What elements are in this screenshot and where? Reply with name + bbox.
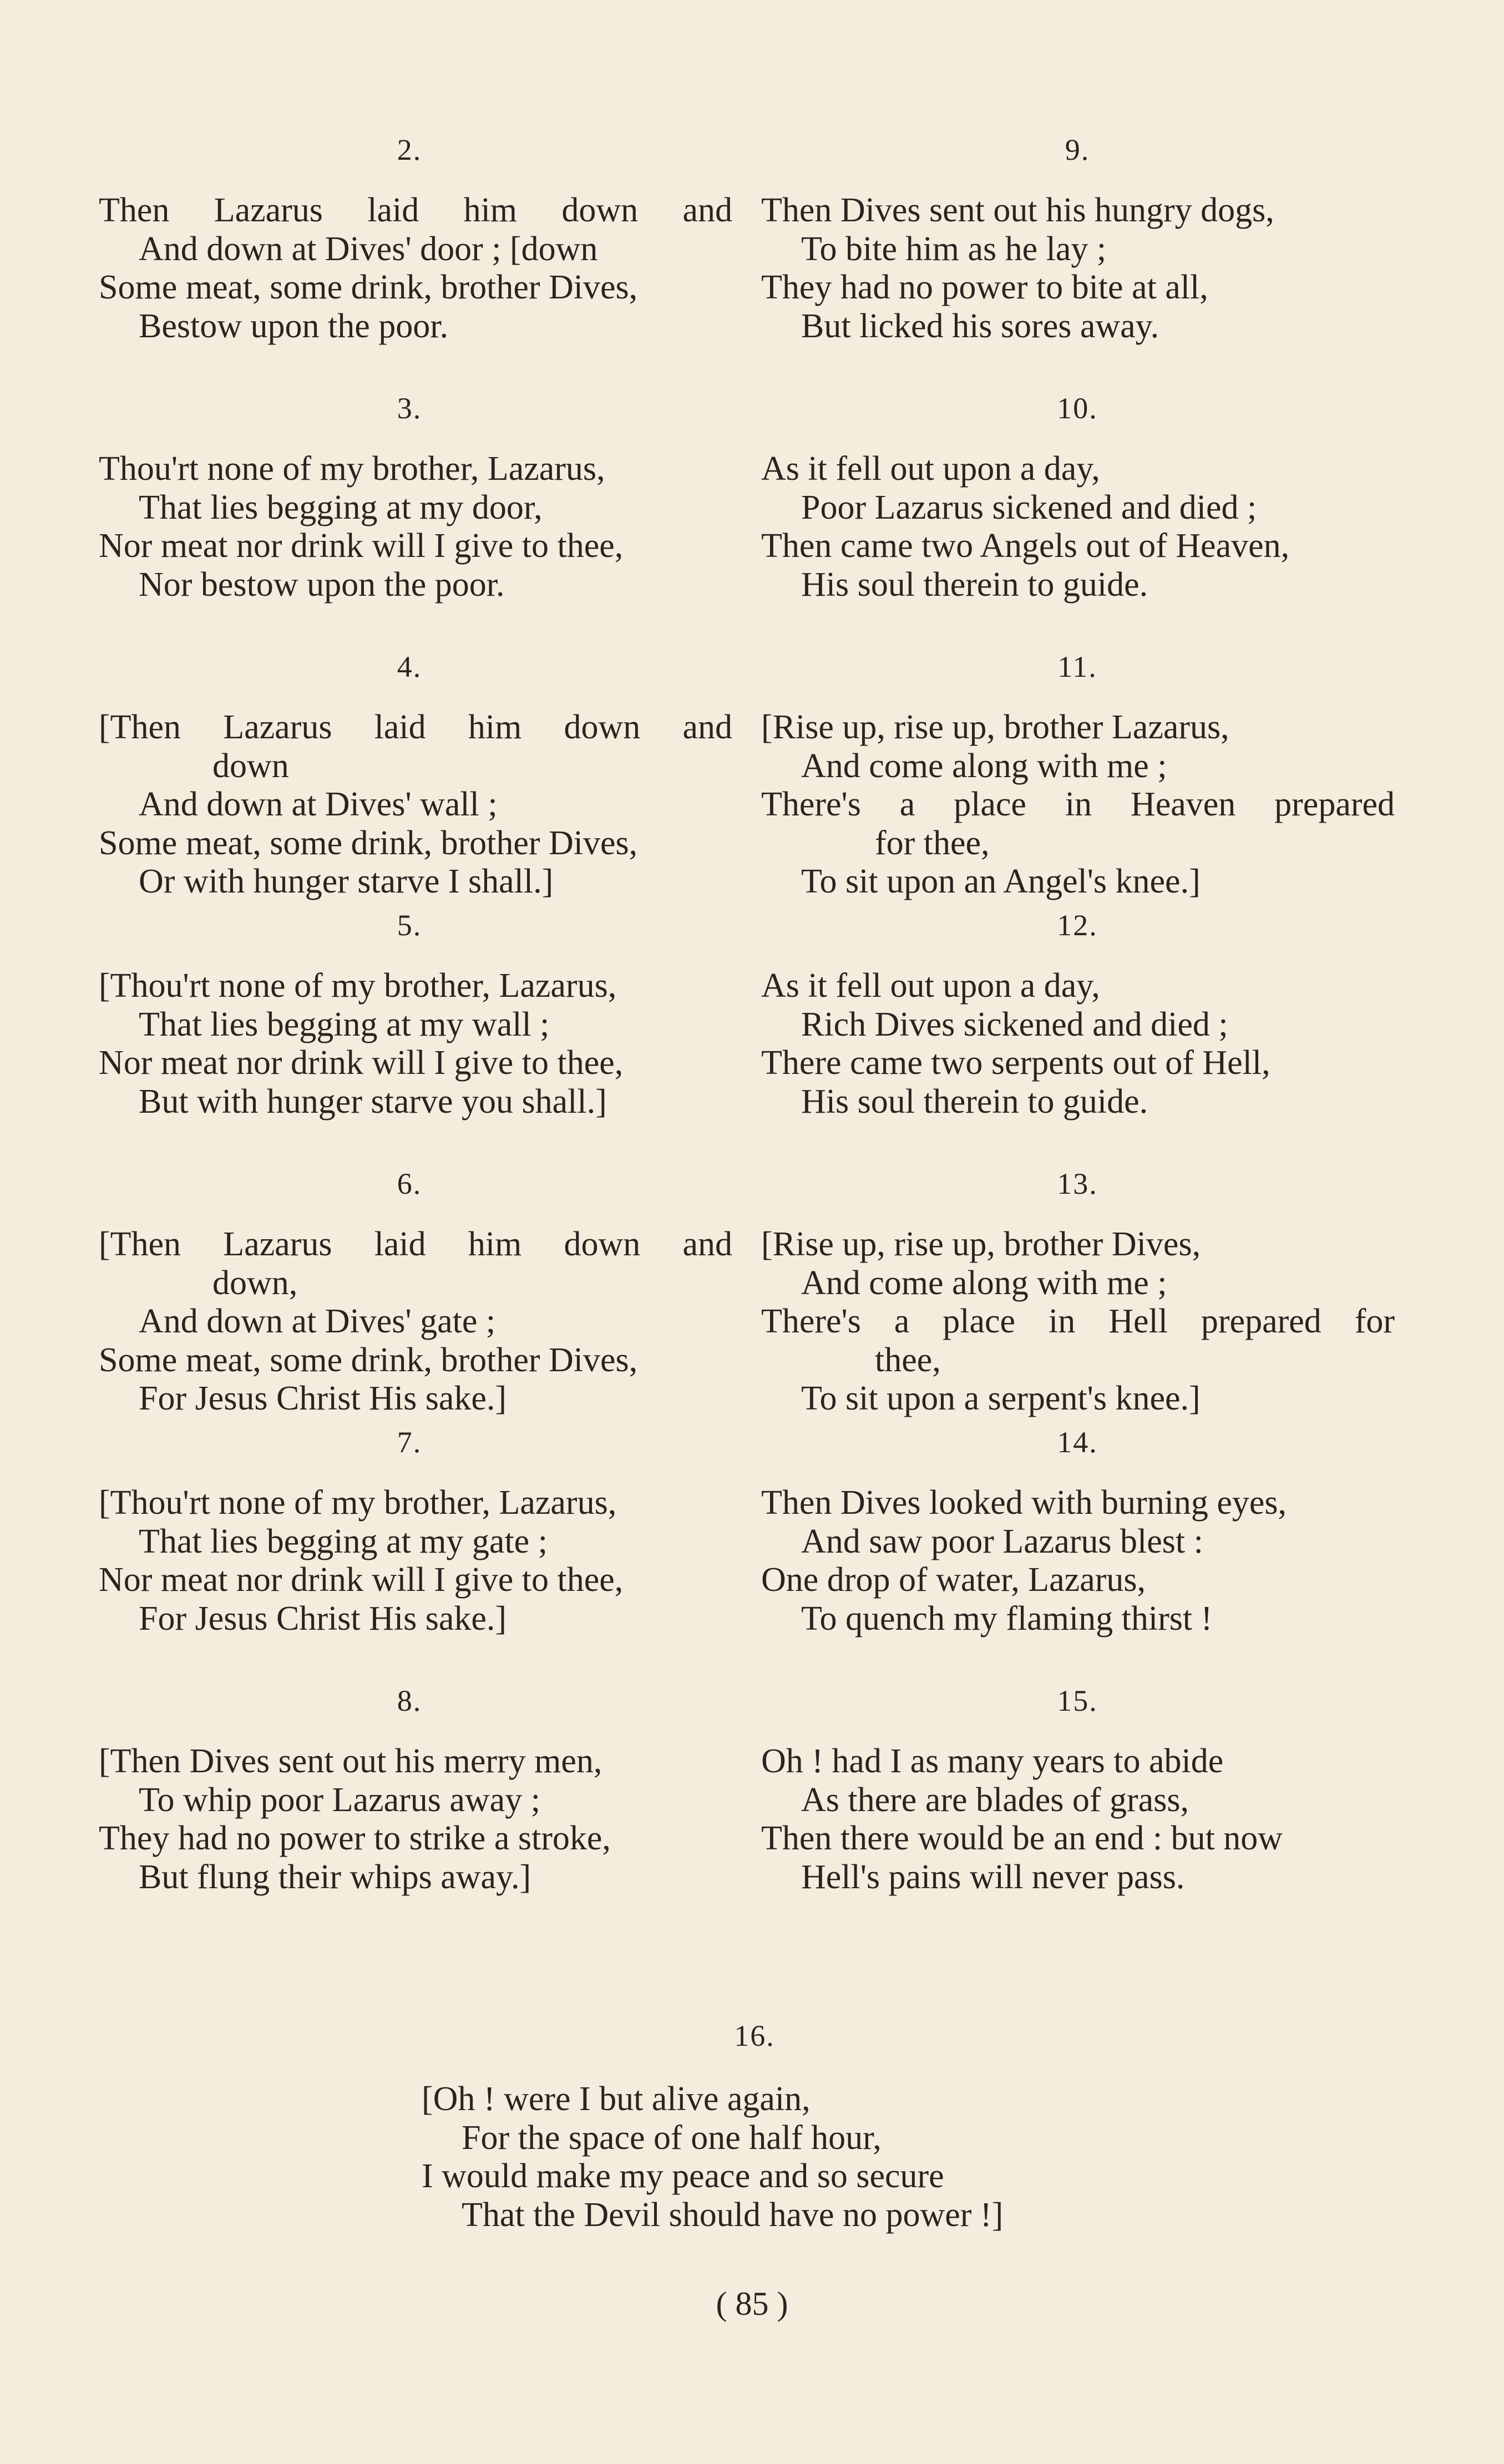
verse-number: 3. xyxy=(397,392,422,425)
verse-line: Oh ! had I as many years to abide xyxy=(761,1742,1224,1780)
verse-2 xyxy=(99,133,742,392)
verse-number: 9. xyxy=(1065,133,1090,166)
verse-line: To sit upon a serpent's knee.] xyxy=(801,1380,1201,1417)
verse-line: To quench my flaming thirst ! xyxy=(801,1599,1213,1637)
verse-lines xyxy=(99,1742,737,1897)
verse-14 xyxy=(761,1426,1405,1684)
verse-lines xyxy=(761,191,1399,346)
verse-line: For the space of one half hour, xyxy=(462,2118,882,2157)
verse-3 xyxy=(99,392,742,650)
verse-line: Then came two Angels out of Heaven, xyxy=(761,527,1290,565)
verse-lines xyxy=(422,2080,1060,2234)
verse-lines xyxy=(99,708,737,901)
verse-line: [Thou'rt none of my brother, Lazarus, xyxy=(99,967,617,1005)
verse-6 xyxy=(99,1167,742,1426)
verse-5 xyxy=(99,909,742,1167)
verse-line: There's a place in Heaven prepared xyxy=(761,785,1395,823)
verse-number: 8. xyxy=(397,1684,422,1717)
verse-line: That lies begging at my door, xyxy=(139,488,543,526)
verse-lines xyxy=(761,1742,1399,1897)
verse-line: Thou'rt none of my brother, Lazarus, xyxy=(99,450,605,488)
verse-line: Nor meat nor drink will I give to thee, xyxy=(99,527,624,565)
verse-line: Then Dives sent out his hungry dogs, xyxy=(761,191,1274,229)
verse-line: And down at Dives' wall ; xyxy=(139,785,498,823)
verse-lines xyxy=(99,1225,737,1418)
verse-number: 14. xyxy=(1057,1426,1098,1459)
verse-number: 10. xyxy=(1057,392,1098,425)
verse-number: 11. xyxy=(1057,650,1097,683)
verse-lines xyxy=(761,450,1399,604)
verse-line: [Then Lazarus laid him down and xyxy=(99,1225,732,1263)
verse-line: But with hunger starve you shall.] xyxy=(139,1082,607,1121)
verse-9 xyxy=(761,133,1405,392)
verse-line: [Rise up, rise up, brother Lazarus, xyxy=(761,708,1229,746)
verse-line: Nor bestow upon the poor. xyxy=(139,565,505,604)
verse-line: For Jesus Christ His sake.] xyxy=(139,1599,507,1637)
verse-line: But licked his sores away. xyxy=(801,307,1159,345)
verse-line: But flung their whips away.] xyxy=(139,1858,531,1896)
verse-12 xyxy=(761,909,1405,1167)
verse-lines xyxy=(761,1484,1399,1638)
verse-number: 13. xyxy=(1057,1167,1098,1200)
verse-line: [Thou'rt none of my brother, Lazarus, xyxy=(99,1484,617,1522)
verse-line: To sit upon an Angel's knee.] xyxy=(801,863,1201,900)
verse-line: One drop of water, Lazarus, xyxy=(761,1561,1146,1599)
verse-7 xyxy=(99,1426,742,1684)
verse-line: I would make my peace and so secure xyxy=(422,2157,944,2195)
verse-line: Hell's pains will never pass. xyxy=(801,1858,1185,1896)
verse-8 xyxy=(99,1684,742,1943)
verse-number: 6. xyxy=(397,1167,422,1200)
verse-lines xyxy=(99,967,737,1121)
verse-line: That the Devil should have no power !] xyxy=(462,2196,1004,2234)
verse-11 xyxy=(761,650,1405,909)
verse-line: Then there would be an end : but now xyxy=(761,1819,1283,1857)
right-column xyxy=(761,133,1405,1943)
verse-line: And down at Dives' gate ; xyxy=(139,1302,496,1340)
verse-line: To bite him as he lay ; xyxy=(801,230,1107,268)
verse-lines xyxy=(99,191,737,346)
verse-10 xyxy=(761,392,1405,650)
verse-line: Some meat, some drink, brother Dives, xyxy=(99,268,638,306)
verse-line: [Then Dives sent out his merry men, xyxy=(99,1742,602,1780)
verse-line: for thee, xyxy=(875,824,990,862)
verse-line: And come along with me ; xyxy=(801,1264,1167,1302)
verse-lines xyxy=(761,1225,1399,1418)
verse-line: Poor Lazarus sickened and died ; xyxy=(801,488,1257,526)
verse-number: 15. xyxy=(1057,1684,1098,1717)
verse-line: For Jesus Christ His sake.] xyxy=(139,1380,507,1417)
verse-line: Nor meat nor drink will I give to thee, xyxy=(99,1044,624,1082)
verse-line: They had no power to bite at all, xyxy=(761,268,1208,306)
verse-line: That lies begging at my gate ; xyxy=(139,1522,548,1560)
verse-number: 16. xyxy=(734,2019,775,2052)
verse-line: And down at Dives' door ; [down xyxy=(139,230,598,268)
verse-line: thee, xyxy=(875,1341,941,1379)
verse-line: [Oh ! were I but alive again, xyxy=(422,2080,811,2118)
verse-line: There came two serpents out of Hell, xyxy=(761,1044,1270,1082)
verse-line: There's a place in Hell prepared for xyxy=(761,1302,1395,1340)
verse-line: As it fell out upon a day, xyxy=(761,967,1100,1005)
verse-15 xyxy=(761,1684,1405,1943)
verse-lines xyxy=(99,450,737,604)
verse-13 xyxy=(761,1167,1405,1426)
verse-line: As there are blades of grass, xyxy=(801,1781,1189,1819)
verse-line: And come along with me ; xyxy=(801,747,1167,785)
verse-lines xyxy=(761,708,1399,901)
verse-line: down xyxy=(212,747,289,785)
verse-line: [Rise up, rise up, brother Dives, xyxy=(761,1225,1201,1263)
verse-line: Then Dives looked with burning eyes, xyxy=(761,1484,1287,1522)
verse-lines xyxy=(99,1484,737,1638)
verse-line: Nor meat nor drink will I give to thee, xyxy=(99,1561,624,1599)
verse-line: That lies begging at my wall ; xyxy=(139,1005,550,1043)
verse-number: 4. xyxy=(397,650,422,683)
verse-line: His soul therein to guide. xyxy=(801,1082,1148,1121)
verse-line: And saw poor Lazarus blest : xyxy=(801,1522,1203,1560)
verse-4 xyxy=(99,650,742,909)
verse-number: 2. xyxy=(397,133,422,166)
verse-number: 7. xyxy=(397,1426,422,1459)
verse-line: Some meat, some drink, brother Dives, xyxy=(99,824,638,862)
verse-line: To whip poor Lazarus away ; xyxy=(139,1781,540,1819)
verse-number: 5. xyxy=(397,909,422,942)
verse-line: Bestow upon the poor. xyxy=(139,307,448,345)
verse-lines xyxy=(761,967,1399,1121)
verse-line: Then Lazarus laid him down and xyxy=(99,191,732,229)
verse-line: Rich Dives sickened and died ; xyxy=(801,1005,1228,1043)
verse-line: Or with hunger starve I shall.] xyxy=(139,863,554,900)
verse-number: 12. xyxy=(1057,909,1098,942)
verse-line: Some meat, some drink, brother Dives, xyxy=(99,1341,638,1379)
verse-line: As it fell out upon a day, xyxy=(761,450,1100,488)
page-number: ( 85 ) xyxy=(716,2285,788,2322)
left-column xyxy=(99,133,742,1943)
verse-line: down, xyxy=(212,1264,298,1302)
verse-line: His soul therein to guide. xyxy=(801,565,1148,604)
verse-line: They had no power to strike a stroke, xyxy=(99,1819,611,1857)
verse-line: [Then Lazarus laid him down and xyxy=(99,708,732,746)
